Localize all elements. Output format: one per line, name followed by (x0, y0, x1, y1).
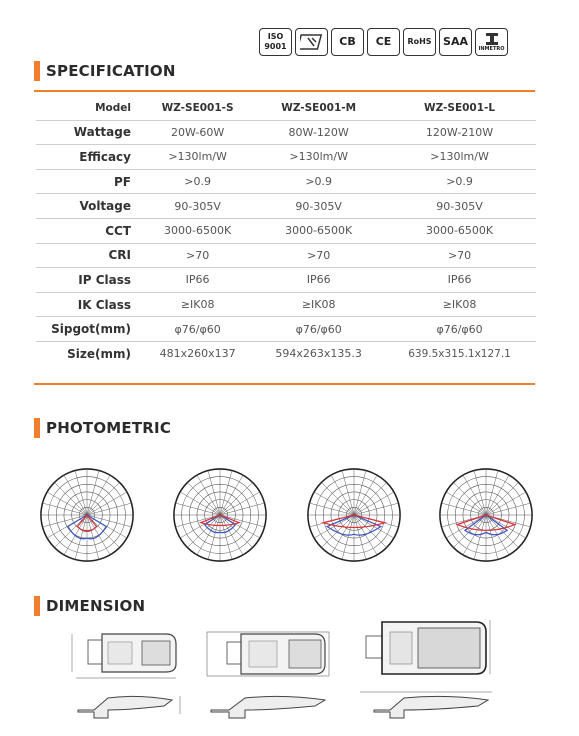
row-label: Size(mm) (67, 346, 131, 361)
row-label: Efficacy (36, 145, 141, 170)
table-cell: >70 (383, 243, 536, 268)
table-row (36, 145, 536, 170)
row-label: CRI (36, 243, 141, 268)
table-row (36, 120, 536, 145)
polar-diagram-4 (438, 467, 534, 563)
table-cell: 120W-210W (383, 120, 536, 145)
table-cell: 90-305V (254, 194, 383, 219)
dimension-drawing-m-top (203, 626, 333, 680)
ce-mark-icon (295, 28, 328, 56)
row-label: PF (36, 169, 141, 194)
table-cell: 80W-120W (254, 120, 383, 145)
table-cell: WZ-SE001-M (254, 96, 383, 120)
table-cell: 3000-6500K (383, 218, 536, 243)
dimension-drawing-l-side (356, 688, 496, 722)
row-label: Voltage (36, 194, 141, 219)
table-cell: ≥IK08 (141, 292, 254, 317)
table-cell: 90-305V (383, 194, 536, 219)
table-cell: 20W-60W (141, 120, 254, 145)
heading-accent-bar (34, 596, 40, 616)
row-label: Wattage (36, 120, 141, 145)
polar-diagram-2 (172, 467, 268, 563)
table-cell: ≥IK08 (254, 292, 383, 317)
dimension-drawing-m-side (203, 688, 333, 722)
iso-9001-badge: ISO 9001 (259, 28, 292, 56)
row-label: CCT (36, 218, 141, 243)
table-row (36, 96, 536, 120)
polar-diagram-1 (39, 467, 135, 563)
table-row (36, 243, 536, 268)
table-cell: 594x263x135.3 (275, 347, 362, 361)
table-cell: ≥IK08 (383, 292, 536, 317)
table-cell: >130lm/W (383, 145, 536, 170)
specification-title: SPECIFICATION (46, 62, 176, 80)
inmetro-badge: INMETRO (475, 28, 508, 56)
heading-accent-bar (34, 61, 40, 81)
polar-diagram-3 (306, 467, 402, 563)
row-label: Model (36, 96, 141, 120)
table-cell: 3000-6500K (141, 218, 254, 243)
table-cell: >130lm/W (141, 145, 254, 170)
table-cell: >70 (141, 243, 254, 268)
table-cell: φ76/φ60 (254, 317, 383, 342)
ce-badge: CE (367, 28, 400, 56)
row-label: IP Class (36, 268, 141, 293)
table-cell: >0.9 (141, 169, 254, 194)
dimension-heading (34, 596, 145, 616)
table-cell: φ76/φ60 (141, 317, 254, 342)
table-cell: 90-305V (141, 194, 254, 219)
table-cell: WZ-SE001-S (141, 96, 254, 120)
photometric-heading (34, 418, 171, 438)
saa-badge: SAA (439, 28, 472, 56)
table-cell: >130lm/W (254, 145, 383, 170)
table-row (36, 218, 536, 243)
dimension-drawing-s-top (68, 626, 188, 680)
rohs-badge: RoHS (403, 28, 436, 56)
photometric-title: PHOTOMETRIC (46, 419, 172, 437)
row-label: Sipgot(mm) (36, 317, 141, 342)
spec-table (36, 96, 536, 366)
dimension-drawing-s-side (68, 688, 188, 722)
specification-heading (34, 61, 176, 81)
table-cell: φ76/φ60 (383, 317, 536, 342)
spec-top-rule (34, 90, 535, 92)
table-cell: WZ-SE001-L (383, 96, 536, 120)
table-cell: >70 (254, 243, 383, 268)
table-row (36, 268, 536, 293)
cb-badge: CB (331, 28, 364, 56)
table-cell: 3000-6500K (254, 218, 383, 243)
table-cell: >0.9 (254, 169, 383, 194)
certification-badges (259, 28, 508, 56)
table-row (36, 194, 536, 219)
table-row (36, 292, 536, 317)
table-row (36, 317, 536, 342)
table-cell: >0.9 (383, 169, 536, 194)
table-cell: IP66 (383, 268, 536, 293)
table-cell: IP66 (141, 268, 254, 293)
heading-accent-bar (34, 418, 40, 438)
table-row (36, 169, 536, 194)
table-row (36, 341, 536, 365)
table-cell: 481x260x137 (159, 347, 236, 361)
dimension-drawing-l-top (356, 612, 496, 682)
row-label: IK Class (36, 292, 141, 317)
table-cell: IP66 (254, 268, 383, 293)
table-cell: 639.5x315.1x127.1 (408, 347, 511, 360)
dimension-title: DIMENSION (46, 597, 146, 615)
spec-bottom-rule (34, 383, 535, 385)
